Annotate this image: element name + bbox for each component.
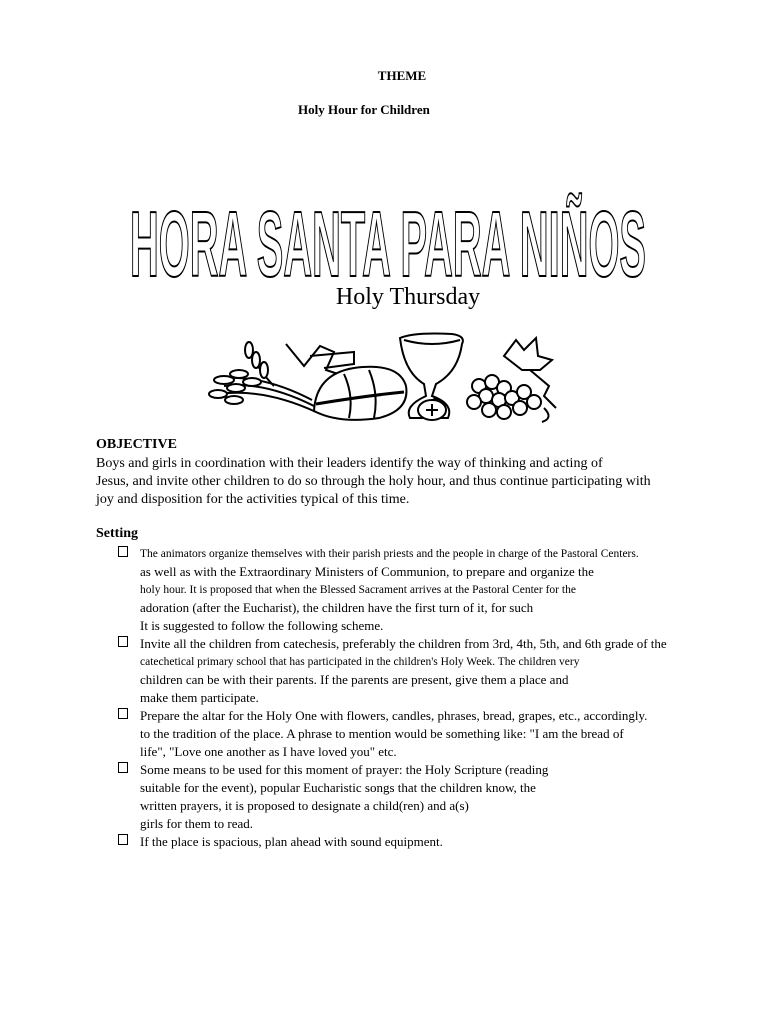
setting-bullet-item [118, 833, 702, 851]
setting-bullet-item [118, 635, 702, 707]
bullet-line: children can be with their parents. If the parents are present, give them a place and [140, 672, 569, 687]
objective-line: Boys and girls in coordination with their leaders identify the way of thinking and acting of [96, 456, 603, 471]
bullet-line: suitable for the event), popular Eucharistic songs that the children know, the [140, 780, 536, 795]
bullet-line: The animators organize themselves with their parish priests and the people in charge of the Pastoral Centers. [140, 548, 639, 560]
checkbox-bullet-icon [118, 546, 128, 557]
bullet-line: make them participate. [140, 690, 259, 705]
setting-heading: Setting [96, 526, 138, 541]
checkbox-bullet-icon [118, 834, 128, 845]
theme-heading: THEME [377, 68, 427, 83]
bullet-line: Prepare the altar for the Holy One with flowers, candles, phrases, bread, grapes, etc., accordingly. [140, 708, 648, 723]
bullet-line: written prayers, it is proposed to designate a child(ren) and a(s) [140, 798, 469, 813]
bullet-line: girls for them to read. [140, 816, 253, 831]
document-subtitle: Holy Hour for Children [298, 102, 430, 117]
banner-subtitle: Holy Thursday [335, 284, 481, 310]
bullet-line: It is suggested to follow the following scheme. [140, 618, 384, 633]
setting-bullet-item [118, 707, 702, 761]
checkbox-bullet-icon [118, 762, 128, 773]
bullet-line: holy hour. It is proposed that when the Blessed Sacrament arrives at the Pastoral Center for the [140, 584, 576, 596]
objective-paragraph [96, 455, 686, 509]
bullet-line: as well as with the Extraordinary Ministers of Communion, to prepare and organize the [140, 564, 594, 579]
bullet-line: If the place is spacious, plan ahead with sound equipment. [140, 834, 443, 849]
objective-heading: OBJECTIVE [96, 437, 177, 452]
eucharist-illustration-icon [204, 326, 564, 428]
setting-bullet-list [118, 545, 702, 851]
bullet-line: catechetical primary school that has participated in the children's Holy Week. The children very [140, 656, 580, 668]
objective-line: joy and disposition for the activities typical of this time. [96, 492, 410, 507]
bullet-line: Some means to be used for this moment of prayer: the Holy Scripture (reading [140, 762, 549, 777]
bullet-line: adoration (after the Eucharist), the children have the first turn of it, for such [140, 600, 534, 615]
bullet-line: life", "Love one another as I have loved you" etc. [140, 744, 397, 759]
setting-bullet-item [118, 545, 702, 635]
bullet-line: Invite all the children from catechesis, preferably the children from 3rd, 4th, 5th, and 6th grade of the [140, 636, 667, 651]
banner-title-text: HORA SANTA PARA NIÑOS [130, 191, 646, 290]
banner-title [126, 180, 650, 290]
checkbox-bullet-icon [118, 636, 128, 647]
checkbox-bullet-icon [118, 708, 128, 719]
setting-bullet-item [118, 761, 702, 833]
bullet-line: to the tradition of the place. A phrase to mention would be something like: "I am the bread of [140, 726, 624, 741]
objective-line: Jesus, and invite other children to do so through the holy hour, and thus continue participating with [96, 474, 651, 489]
